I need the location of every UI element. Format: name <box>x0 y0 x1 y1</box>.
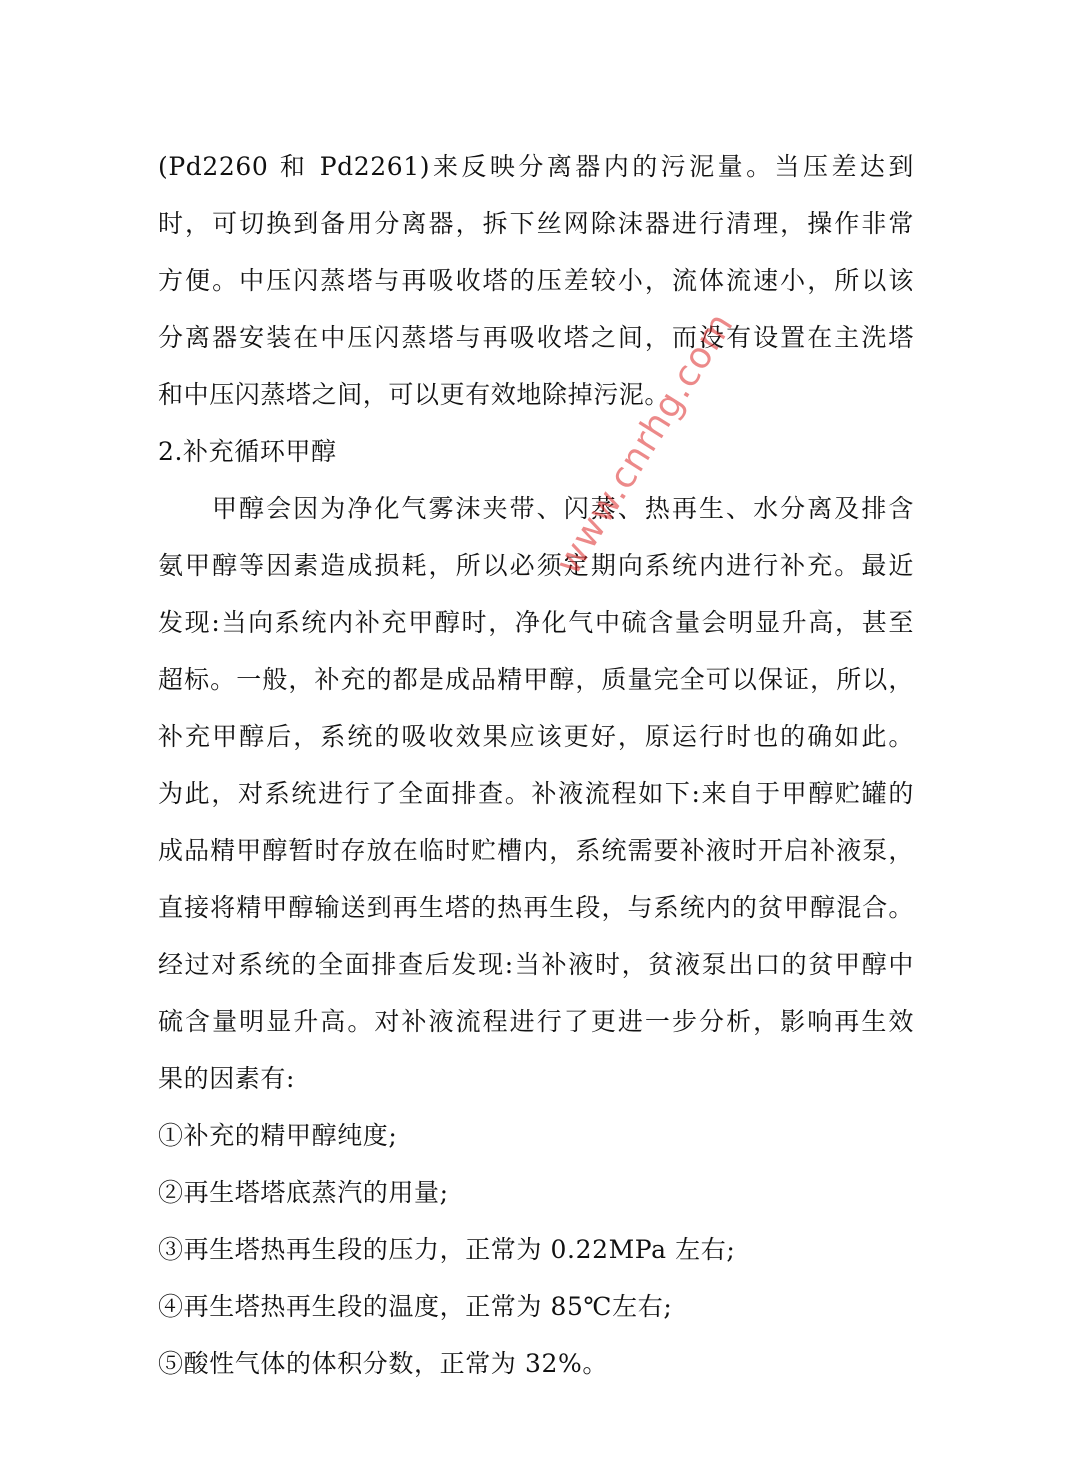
paragraph-first-line: 甲醇会因为净化气雾沫夹带、闪蒸、热再生、水分离及排含 <box>212 494 914 523</box>
section-heading: 2.补充循环甲醇 <box>158 437 337 466</box>
list-item: ③再生塔热再生段的压力，正常为 0.22MPa 左右; <box>158 1235 736 1264</box>
list-item: ④再生塔热再生段的温度，正常为 85℃左右; <box>158 1292 673 1321</box>
text-line: 补充甲醇后，系统的吸收效果应该更好，原运行时也的确如此。 <box>158 722 914 751</box>
text-line: 成品精甲醇暂时存放在临时贮槽内，系统需要补液时开启补液泵， <box>158 836 914 865</box>
text-line: 直接将精甲醇输送到再生塔的热再生段，与系统内的贫甲醇混合。 <box>158 893 914 922</box>
list-item: ⑤酸性气体的体积分数，正常为 32%。 <box>158 1349 608 1378</box>
text-line: 果的因素有: <box>158 1064 296 1093</box>
document-body <box>158 138 914 1392</box>
text-line: 硫含量明显升高。对补液流程进行了更进一步分析，影响再生效 <box>158 1007 914 1036</box>
text-line: 为此，对系统进行了全面排查。补液流程如下:来自于甲醇贮罐的 <box>158 779 914 808</box>
text-line: 和中压闪蒸塔之间，可以更有效地除掉污泥。 <box>158 380 671 409</box>
text-line: 分离器安装在中压闪蒸塔与再吸收塔之间，而没有设置在主洗塔 <box>158 323 914 352</box>
text-line: 超标。一般，补充的都是成品精甲醇，质量完全可以保证，所以， <box>158 665 914 694</box>
text-line: 发现:当向系统内补充甲醇时，净化气中硫含量会明显升高，甚至 <box>158 608 914 637</box>
text-line: 方便。中压闪蒸塔与再吸收塔的压差较小，流体流速小，所以该 <box>158 266 914 295</box>
text-line: (Pd2260 和 Pd2261)来反映分离器内的污泥量。当压差达到 <box>158 152 914 181</box>
watermark: www.cnrhg.com <box>548 305 742 582</box>
text-line: 氨甲醇等因素造成损耗，所以必须定期向系统内进行补充。最近 <box>158 551 914 580</box>
list-item: ①补充的精甲醇纯度; <box>158 1121 398 1150</box>
text-line: 经过对系统的全面排查后发现:当补液时，贫液泵出口的贫甲醇中 <box>158 950 914 979</box>
text-line: 时，可切换到备用分离器，拆下丝网除沫器进行清理，操作非常 <box>158 209 914 238</box>
list-item: ②再生塔塔底蒸汽的用量; <box>158 1178 449 1207</box>
